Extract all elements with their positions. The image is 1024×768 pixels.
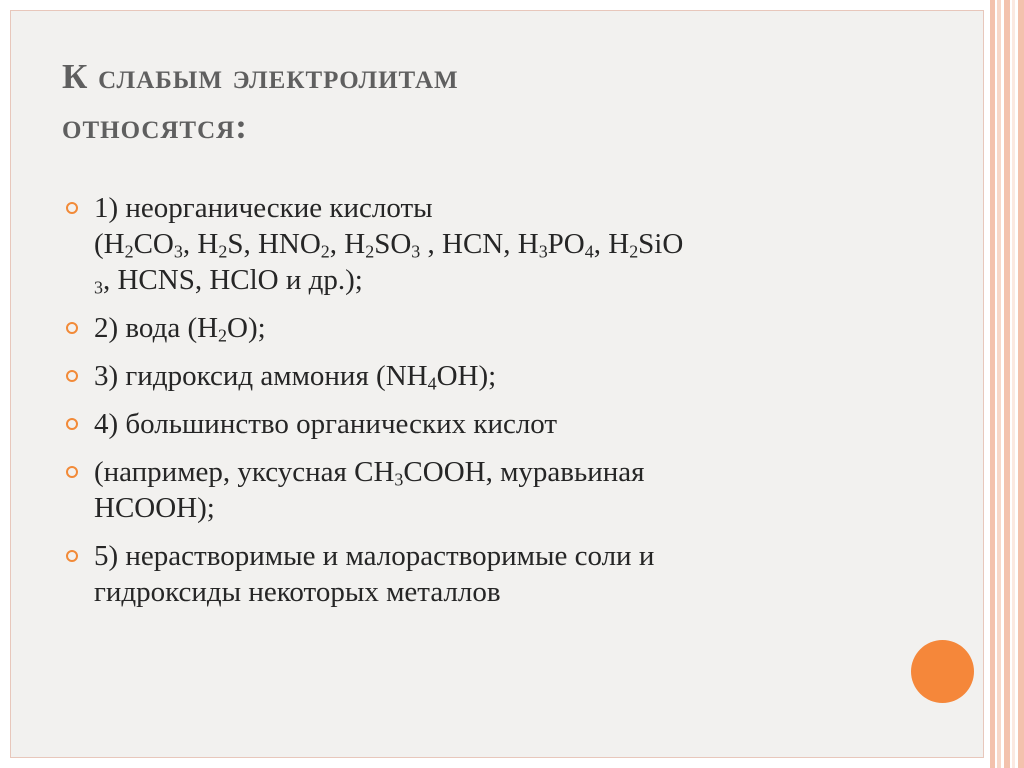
subscript: 2	[218, 325, 228, 346]
list-item-line	[94, 226, 892, 262]
list-item	[62, 406, 892, 442]
list-item-line	[94, 574, 892, 610]
text-segment: COOH, муравьиная	[403, 456, 645, 488]
slide-title-line-2: относятся:	[62, 107, 248, 146]
subscript: 2	[320, 241, 330, 262]
subscript: 2	[629, 241, 639, 262]
subscript: 3	[394, 469, 404, 490]
subscript: 3	[538, 241, 548, 262]
text-segment: , H	[593, 228, 630, 260]
subscript: 3	[411, 241, 421, 262]
list-item	[62, 454, 892, 526]
list-item-line	[94, 538, 892, 574]
stripe	[1018, 0, 1024, 768]
text-segment: (например, уксусная CH	[94, 456, 395, 488]
text-segment: , HCN, H	[420, 228, 539, 260]
circle-bullet-icon	[66, 322, 78, 334]
list-item-line	[94, 310, 892, 346]
stripe	[1004, 0, 1010, 768]
list-item	[62, 358, 892, 394]
accent-circle-icon	[911, 640, 974, 703]
text-segment: 4) большинство органических кислот	[94, 408, 558, 440]
text-segment: SiO	[638, 228, 684, 260]
slide-title-line-1: К слабым электролитам	[62, 57, 459, 96]
list-item	[62, 538, 892, 610]
subscript: 2	[218, 241, 228, 262]
text-segment: OH);	[436, 360, 497, 392]
text-segment: , H	[329, 228, 366, 260]
text-segment: O);	[227, 312, 266, 344]
list-item	[62, 310, 892, 346]
bullet-list	[62, 190, 892, 622]
text-segment: PO	[547, 228, 585, 260]
stripe	[1012, 0, 1015, 768]
text-segment: , HCNS, HClO и др.);	[102, 264, 363, 296]
subscript: 4	[427, 373, 437, 394]
list-item-line	[94, 190, 892, 226]
circle-bullet-icon	[66, 550, 78, 562]
text-segment: S, HNO	[227, 228, 321, 260]
subscript: 2	[124, 241, 134, 262]
subscript: 3	[173, 241, 183, 262]
list-item-line	[94, 262, 892, 298]
slide-title	[62, 52, 882, 152]
list-item-line	[94, 490, 892, 526]
circle-bullet-icon	[66, 202, 78, 214]
text-segment: 2) вода (H	[94, 312, 219, 344]
list-item-line	[94, 406, 892, 442]
subscript: 2	[365, 241, 375, 262]
text-segment: CO	[133, 228, 174, 260]
stripe	[990, 0, 995, 768]
text-segment: 5) нерастворимые и малорастворимые соли и	[94, 540, 655, 572]
list-item	[62, 190, 892, 298]
subscript: 3	[94, 277, 103, 298]
circle-bullet-icon	[66, 466, 78, 478]
list-item-line	[94, 454, 892, 490]
text-segment: 1) неорганические кислоты	[94, 192, 433, 224]
text-segment: (H	[94, 228, 125, 260]
text-segment: , H	[182, 228, 219, 260]
text-segment: SO	[374, 228, 412, 260]
decorative-stripes	[990, 0, 1024, 768]
list-item-line	[94, 358, 892, 394]
text-segment: 3) гидроксид аммония (NH	[94, 360, 428, 392]
circle-bullet-icon	[66, 370, 78, 382]
text-segment: HCOOH);	[94, 492, 215, 524]
text-segment: гидроксиды некоторых металлов	[94, 576, 501, 608]
stripe	[997, 0, 1001, 768]
circle-bullet-icon	[66, 418, 78, 430]
subscript: 4	[584, 241, 594, 262]
